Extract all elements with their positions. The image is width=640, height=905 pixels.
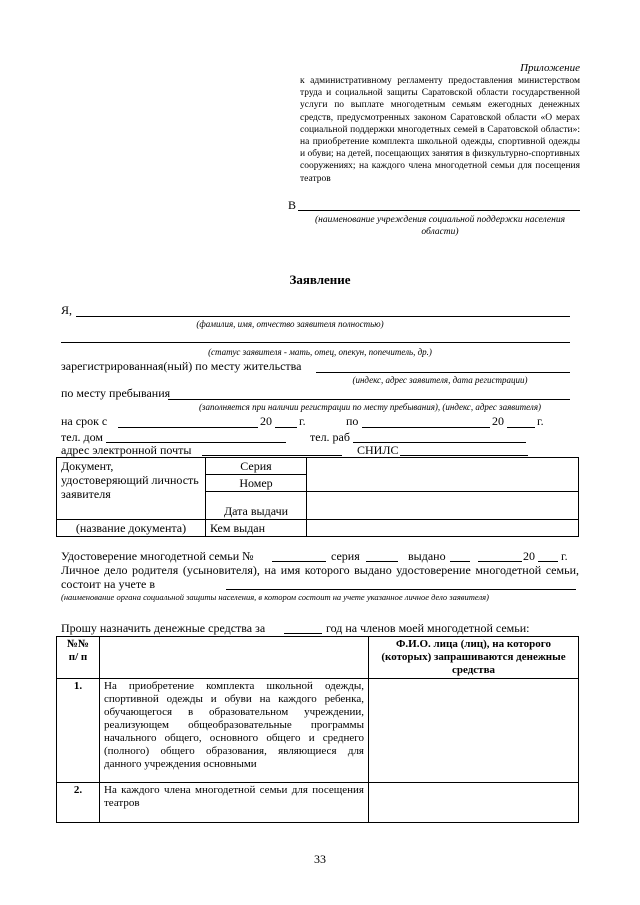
row-value[interactable]: [369, 783, 579, 823]
home-phone-label: тел. дом: [61, 430, 104, 444]
number-label: Номер: [206, 474, 306, 490]
header-fio: Ф.И.О. лица (лиц), на которого (которых) запрашиваются денежные средства: [369, 637, 579, 679]
stay-line[interactable]: [168, 399, 570, 400]
address-caption: (индекс, адрес заявителя, дата регистрации): [352, 375, 528, 385]
certificate-day-line[interactable]: [450, 561, 470, 562]
to-label: по: [346, 414, 359, 428]
certificate-month-line[interactable]: [478, 561, 522, 562]
term-label: на срок с: [61, 414, 108, 428]
id-document-table: [56, 457, 579, 537]
row-text: На приобретение комплекта школьной одежды, спортивной одежды и обуви на каждого ребенка, обучающегося в образовательном учреждении, реализующем общеобразовательные программы начального общего, основного общего и среднего (полного) общего образования, являющиеся для данного учреждения основными: [100, 679, 369, 783]
series-cell: [206, 458, 307, 492]
institution-caption: (наименование учреждения социальной поддержки населения области): [315, 215, 565, 238]
doc-label: Документ, удостоверяющий личность заявителя: [61, 459, 199, 501]
snils-line[interactable]: [400, 455, 528, 456]
series-number-value[interactable]: [307, 458, 579, 492]
row-num: 2.: [57, 783, 100, 823]
status-caption: (статус заявителя - мать, отец, опекун, попечитель, др.): [208, 347, 432, 357]
certificate-year-line[interactable]: [538, 561, 558, 562]
term-g-2: г.: [537, 414, 544, 428]
fio-caption: (фамилия, имя, отчество заявителя полностью): [196, 319, 384, 329]
header-empty: [100, 637, 369, 679]
term-year-2-line[interactable]: [507, 427, 535, 428]
institution-line: [298, 210, 580, 211]
request-text-a: Прошу назначить денежные средства за: [61, 621, 266, 635]
issued-by-value[interactable]: [307, 520, 579, 537]
personal-file-text: Личное дело родителя (усыновителя), на имя которого выдано удостоверение многодетной семьи, состоит на учете в: [61, 563, 579, 591]
issue-date-label: Дата выдачи: [206, 492, 307, 520]
stay-caption: (заполняется при наличии регистрации по месту пребывания), (индекс, адрес заявителя): [198, 402, 542, 412]
term-g-1: г.: [299, 414, 306, 428]
email-line[interactable]: [202, 455, 342, 456]
personal-file-line[interactable]: [226, 589, 576, 590]
term-to-line[interactable]: [362, 427, 490, 428]
to-prefix: В: [288, 198, 297, 212]
i-label: Я,: [61, 303, 73, 317]
term-year-2: 20: [492, 414, 504, 428]
appendix-title: Приложение: [520, 62, 580, 74]
status-line[interactable]: [61, 342, 570, 343]
fio-line[interactable]: [76, 316, 570, 317]
personal-file-caption: (наименование органа социальной защиты населения, в котором состоит на учете указанное личное дело заявителя): [61, 592, 489, 602]
certificate-year: 20: [523, 549, 535, 563]
request-year-line[interactable]: [284, 633, 322, 634]
registered-line[interactable]: [316, 372, 570, 373]
term-year-1-line[interactable]: [275, 427, 297, 428]
row-num: 1.: [57, 679, 100, 783]
doc-label-cell: [57, 458, 206, 520]
request-table: [56, 636, 579, 823]
email-label: адрес электронной почты: [61, 443, 192, 457]
term-from-line[interactable]: [118, 427, 258, 428]
page-number: 33: [314, 852, 326, 866]
page-title: Заявление: [289, 272, 351, 287]
appendix-text: к административному регламенту предоставления министерством труда и социальной защиты Саратовской области государственной услуги по выплате многодетным семьям ежегодных денежных средств, предусмотренных законом Саратовской области «О мерах социальной поддержки многодетных семей в Саратовской области»: на приобретение комплекта школьной одежды, спортивной одежды и обуви; на детей, посещающих занятия в физкультурно-спортивных сооружениях; на каждого члена многодетной семьи для посещения театров: [300, 76, 580, 184]
row-value[interactable]: [369, 679, 579, 783]
request-text-b: год на членов моей многодетной семьи:: [326, 621, 530, 635]
stay-label: по месту пребывания: [61, 386, 171, 400]
certificate-number-line[interactable]: [272, 561, 326, 562]
header-num: №№ п/ п: [57, 637, 100, 679]
issue-date-value[interactable]: [307, 492, 579, 520]
term-year-1: 20: [260, 414, 272, 428]
certificate-label: Удостоверение многодетной семьи №: [61, 549, 254, 563]
row-text: На каждого члена многодетной семьи для посещения театров: [100, 783, 369, 823]
issued-by-label: Кем выдан: [206, 520, 307, 537]
certificate-g: г.: [561, 549, 568, 563]
certificate-series-label: серия: [331, 549, 360, 563]
doc-name-caption: (название документа): [57, 520, 206, 537]
work-phone-label: тел. раб: [310, 430, 350, 444]
certificate-series-line[interactable]: [366, 561, 398, 562]
series-label: Серия: [240, 459, 272, 473]
certificate-issued-label: выдано: [408, 549, 446, 563]
snils-label: СНИЛС: [357, 443, 399, 457]
registered-label: зарегистрированная(ный) по месту жительства: [61, 359, 302, 373]
